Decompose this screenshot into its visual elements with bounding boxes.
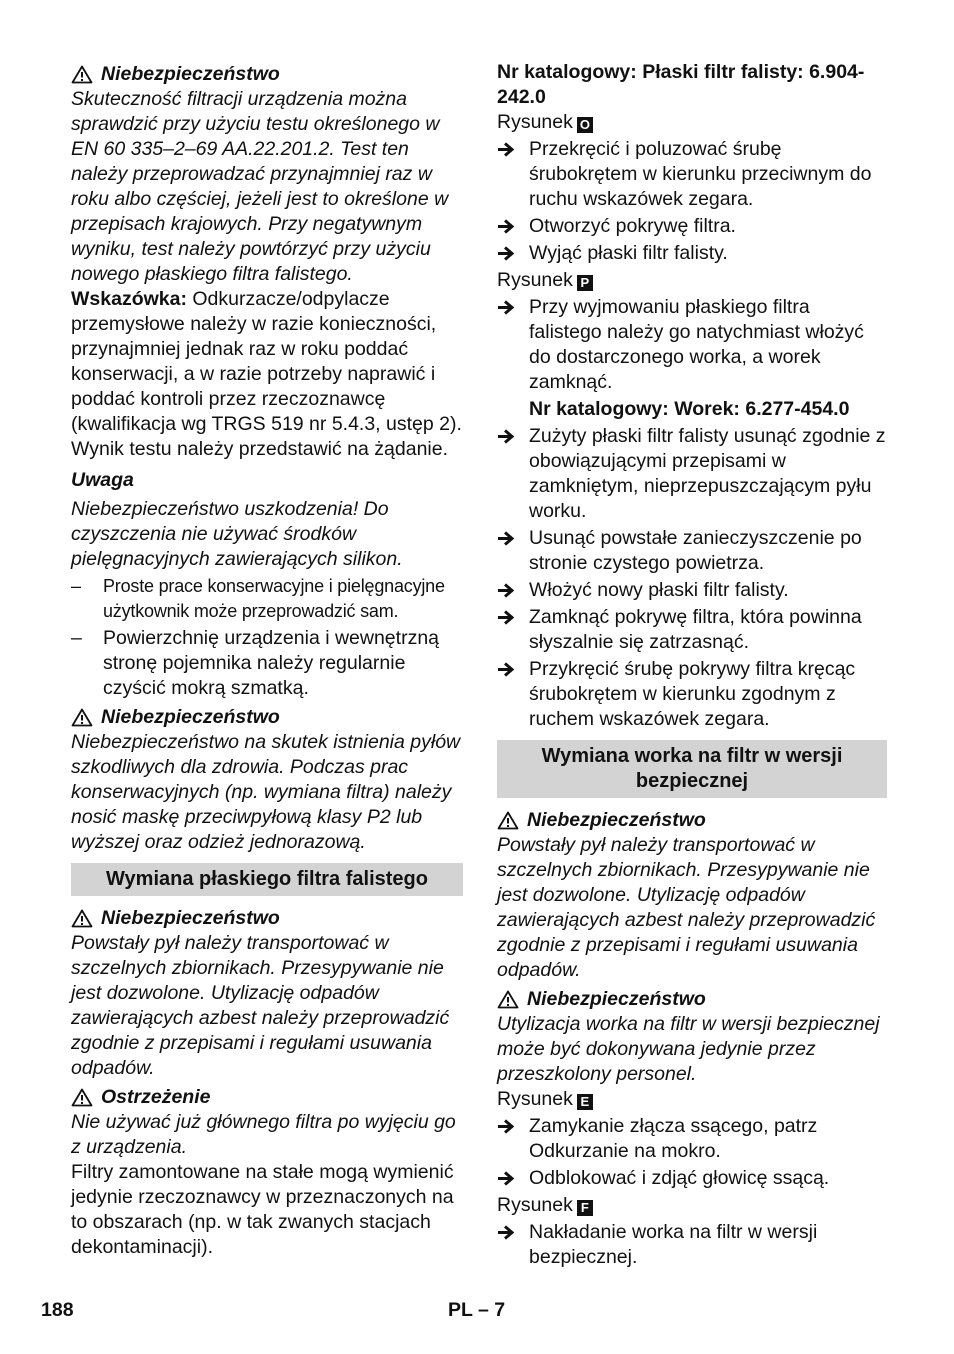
note-paragraph: [71, 287, 463, 462]
danger-text: Powstały pył należy transportować w szczelnych zbiornikach. Przesypywanie nie jest dozwolone. Utylizację odpadów zawierających azbest należy przeprowadzić zgodnie z przepisami i regułami usuwania odpadów.: [71, 932, 450, 1079]
right-column: [497, 60, 887, 1272]
danger-heading: Niebezpieczeństwo: [71, 62, 463, 87]
danger-text: Skuteczność filtracji urządzenia można sprawdzić przy użyciu testu określonego w EN 60 335–2–69 AA.22.201.2. Test ten należy przeprowadzać przynajmniej raz w roku albo częściej, jeżeli jest to określone w przepisach krajowych. Przy negatywnym wyniku, test należy powtórzyć przy użyciu nowego płaskiego filtra falistego.: [71, 88, 449, 285]
arrow-right-icon: [497, 1225, 514, 1240]
figure-label-badge: P: [577, 275, 593, 291]
list-item: Otworzyć pokrywę filtra.: [497, 214, 887, 239]
caution-text: Niebezpieczeństwo uszkodzenia! Do czyszczenia nie używać środków pielęgnacyjnych zawierających silikon.: [71, 498, 403, 570]
catalog-number-filter: Nr katalogowy: Płaski filtr falisty: 6.904-242.0: [497, 61, 865, 108]
arrow-right-icon: [497, 1171, 514, 1186]
list-item: – Proste prace konserwacyjne i pielęgnacyjne użytkownik może przeprowadzić sam.: [71, 576, 445, 621]
steps-list: [497, 1114, 887, 1191]
warning-text: Nie używać już głównego filtra po wyjęciu go z urządzenia.: [71, 1111, 456, 1158]
list-item: Zamykanie złącza ssącego, patrz Odkurzanie na mokro.: [497, 1114, 887, 1164]
arrow-right-icon: [497, 142, 514, 157]
arrow-right-icon: [497, 300, 514, 315]
maintenance-list: [71, 574, 463, 701]
danger-text: Niebezpieczeństwo na skutek istnienia pyłów szkodliwych dla zdrowia. Podczas prac konserwacyjnych (np. wymiana filtra) należy nosić maskę przeciwpyłową klasy P2 lub wyższej oraz odzież jednorazową.: [71, 731, 461, 853]
section-heading-filter: Wymiana płaskiego filtra falistego: [71, 863, 463, 896]
list-item: Zamknąć pokrywę filtra, która powinna słyszalnie się zatrzasnąć.: [497, 605, 887, 655]
list-item: Wyjąć płaski filtr falisty.: [497, 241, 887, 266]
warning-triangle-icon: [497, 811, 519, 830]
arrow-right-icon: [497, 662, 514, 677]
caution-heading: Uwaga: [71, 469, 134, 491]
warning-heading: Ostrzeżenie: [71, 1085, 463, 1110]
figure-reference: Rysunek E: [497, 1087, 887, 1112]
left-column: [71, 60, 463, 1260]
figure-label-badge: E: [577, 1094, 593, 1110]
warning-triangle-icon: [71, 909, 93, 928]
arrow-right-icon: [497, 610, 514, 625]
note-label: Wskazówka:: [71, 288, 187, 310]
steps-list: [497, 295, 887, 395]
list-item: Usunąć powstałe zanieczyszczenie po stronie czystego powietrza.: [497, 526, 887, 576]
warning-triangle-icon: [71, 1088, 93, 1107]
danger-heading: Niebezpieczeństwo: [497, 808, 887, 833]
warning-triangle-icon: [71, 708, 93, 727]
figure-reference: Rysunek P: [497, 268, 887, 293]
danger-heading: Niebezpieczeństwo: [497, 987, 887, 1012]
list-item: Zużyty płaski filtr falisty usunąć zgodnie z obowiązującymi przepisami w zamkniętym, nieprzepuszczającym pyłu worku.: [497, 424, 887, 524]
steps-list: [497, 1220, 887, 1270]
arrow-right-icon: [497, 246, 514, 261]
language-page-indicator: PL – 7: [448, 1299, 506, 1321]
steps-list: [497, 424, 887, 732]
arrow-right-icon: [497, 583, 514, 598]
arrow-right-icon: [497, 531, 514, 546]
danger-text: Powstały pył należy transportować w szczelnych zbiornikach. Przesypywanie nie jest dozwolone. Utylizację odpadów zawierających azbest należy przeprowadzić zgodnie z przepisami i regułami usuwania odpadów.: [497, 834, 876, 981]
steps-list: [497, 137, 887, 266]
arrow-right-icon: [497, 1119, 514, 1134]
section-heading-safety-bag: Wymiana worka na filtr w wersji bezpiecznej: [497, 740, 887, 798]
body-text: Filtry zamontowane na stałe mogą wymienić jedynie rzeczoznawcy w przeznaczonych na to obszarach (np. w tak zwanych stacjach dekontaminacji).: [71, 1161, 454, 1258]
figure-reference: Rysunek F: [497, 1193, 887, 1218]
note-text: Odkurzacze/odpylacze przemysłowe należy w razie konieczności, przynajmniej jednak raz w roku poddać konserwacji, a w razie potrzeby naprawić i poddać kontroli przez rzeczoznawcę (kwalifikacja wg TRGS 519 nr 5.4.3, ustęp 2). Wynik testu należy przedstawić na żądanie.: [71, 288, 462, 460]
list-item: Nakładanie worka na filtr w wersji bezpiecznej.: [497, 1220, 887, 1270]
list-item: Przy wyjmowaniu płaskiego filtra falistego należy go natychmiast włożyć do dostarczonego worka, a worek zamknąć.: [497, 295, 887, 395]
danger-text: Utylizacja worka na filtr w wersji bezpiecznej może być dokonywana jedynie przez przeszkolony personel.: [497, 1013, 880, 1085]
figure-label-badge: O: [577, 117, 593, 133]
page-number: 188: [41, 1299, 74, 1321]
catalog-number-bag: Nr katalogowy: Worek: 6.277-454.0: [529, 398, 850, 420]
danger-heading: Niebezpieczeństwo: [71, 906, 463, 931]
list-item: Odblokować i zdjąć głowicę ssącą.: [497, 1166, 887, 1191]
list-item: Przekręcić i poluzować śrubę śrubokrętem w kierunku przeciwnym do ruchu wskazówek zegara.: [497, 137, 887, 212]
arrow-right-icon: [497, 219, 514, 234]
figure-label-badge: F: [577, 1200, 593, 1216]
figure-reference: Rysunek O: [497, 110, 887, 135]
warning-triangle-icon: [71, 65, 93, 84]
list-item: Włożyć nowy płaski filtr falisty.: [497, 578, 887, 603]
danger-heading: Niebezpieczeństwo: [71, 705, 463, 730]
arrow-right-icon: [497, 429, 514, 444]
warning-triangle-icon: [497, 990, 519, 1009]
list-item: – Powierzchnię urządzenia i wewnętrzną stronę pojemnika należy regularnie czyścić mokrą szmatką.: [71, 627, 440, 699]
list-item: Przykręcić śrubę pokrywy filtra kręcąc śrubokrętem w kierunku zgodnym z ruchem wskazówek zegara.: [497, 657, 887, 732]
